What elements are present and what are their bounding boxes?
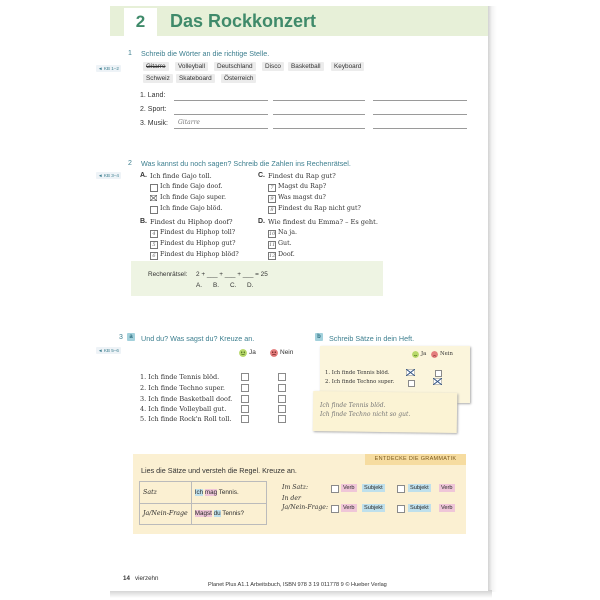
- statement-text: 1. Ich finde Tennis blöd.: [140, 373, 220, 381]
- statement-text: 2. Ich finde Techno super.: [140, 384, 225, 392]
- exercise-3-kb-ref: ◄ KB 5–6: [98, 348, 119, 353]
- option-text: Findest du Hiphop gut?: [160, 240, 236, 247]
- category-label-musik: 3. Musik:: [140, 120, 169, 127]
- exercise-3-number: 3: [119, 334, 123, 341]
- checkbox-nein[interactable]: [278, 395, 286, 403]
- checkbox-ja[interactable]: [241, 373, 249, 381]
- note-nein-label: Nein: [440, 351, 453, 357]
- category-label-sport: 2. Sport:: [140, 106, 167, 113]
- cross-mark-icon[interactable]: [150, 195, 157, 201]
- statement-text: 3. Ich finde Basketball doof.: [140, 395, 233, 403]
- cross-mark-icon: [433, 378, 442, 385]
- page-number: 14: [123, 575, 130, 582]
- rule-checkbox[interactable]: [397, 505, 405, 513]
- checkbox-nein[interactable]: [278, 384, 286, 392]
- option-text: Findest du Hiphop blöd?: [160, 251, 239, 258]
- answer-line[interactable]: [273, 128, 365, 129]
- tag-subjekt: Subjekt: [364, 485, 383, 491]
- smiley-happy-icon: [239, 349, 247, 357]
- rule-label-in-der: In der: [282, 495, 301, 502]
- number-box[interactable]: 6: [150, 252, 158, 260]
- word-chip: Basketball: [288, 62, 324, 71]
- word-chip: Gitarre: [143, 62, 169, 71]
- riddle-box: [131, 261, 383, 296]
- riddle-letter-c: C.: [230, 282, 237, 289]
- number-box[interactable]: 7: [268, 184, 276, 192]
- exercise-2-number: 2: [128, 160, 132, 167]
- option-text: Findest du Hiphop toll?: [160, 229, 236, 236]
- option-text: Na ja.: [278, 229, 297, 236]
- checkbox-nein[interactable]: [278, 405, 286, 413]
- exercise-3b-instruction: Schreib Sätze in dein Heft.: [329, 334, 415, 343]
- statement-text: 5. Ich finde Rock'n Roll toll.: [140, 415, 232, 423]
- table-row: [140, 482, 267, 504]
- row-label: Ja/Nein-Frage: [140, 503, 192, 525]
- group-a-letter: A.: [140, 172, 147, 179]
- group-b-question: Findest du Hiphop doof?: [150, 218, 233, 226]
- exercise-2-kb-ref: ◄ KB 3–4: [98, 173, 119, 178]
- grammar-instruction: Lies die Sätze und versteh die Regel. Kreuze an.: [141, 466, 297, 475]
- answer-line[interactable]: [174, 114, 268, 115]
- chapter-title: Das Rockkonzert: [170, 11, 317, 31]
- exercise-1-kb-ref: ◄ KB 1–2: [98, 66, 119, 71]
- kb-ref-text: KB 5–6: [103, 348, 119, 353]
- subtask-a-badge: a: [127, 333, 135, 341]
- option-text: Findest du Rap nicht gut?: [278, 205, 361, 212]
- nein-label: Nein: [280, 349, 294, 356]
- checkbox-nein[interactable]: [278, 415, 286, 423]
- answer-line[interactable]: [373, 100, 467, 101]
- word-chip: Volleyball: [175, 62, 208, 71]
- answer-line[interactable]: [174, 100, 268, 101]
- word-verb: Magst: [194, 510, 212, 518]
- group-a-question: Ich finde Gajo toll.: [150, 172, 212, 180]
- checkbox-nein[interactable]: [278, 373, 286, 381]
- tag-verb: Verb: [343, 485, 355, 491]
- word-verb: mag: [204, 488, 218, 496]
- sentence-cell: [191, 503, 266, 525]
- workbook-page: [98, 6, 488, 591]
- option-text: Gut.: [278, 240, 292, 247]
- page-shadow-right: [487, 6, 497, 592]
- grammar-tag: ENTDECKE DIE GRAMMATIK: [365, 454, 466, 465]
- number-box[interactable]: 12: [269, 253, 276, 259]
- riddle-letter-a: A.: [196, 282, 203, 289]
- note-ja-label: Ja: [421, 351, 427, 357]
- group-b-letter: B.: [140, 218, 147, 225]
- exercise-3a-instruction: Und du? Was sagst du? Kreuze an.: [141, 334, 255, 343]
- answer-line[interactable]: [273, 100, 365, 101]
- note-checkbox: [435, 370, 442, 377]
- note-checkbox: [408, 380, 415, 387]
- answer-line[interactable]: [273, 114, 365, 115]
- word-chip: Disco: [262, 62, 284, 71]
- ja-label: Ja: [249, 349, 256, 356]
- option-text: Ich finde Gajo doof.: [160, 183, 223, 190]
- sentence-table: [139, 481, 267, 525]
- cross-mark-icon: [406, 369, 415, 376]
- exercise-2-instruction: Was kannst du noch sagen? Schreib die Zahlen ins Rechenrätsel.: [141, 159, 351, 168]
- smiley-sad-icon: [431, 351, 438, 358]
- option-text: Doof.: [278, 251, 295, 258]
- word-chip: Schweiz: [143, 74, 173, 83]
- exercise-1-number: 1: [128, 50, 132, 57]
- checkbox-ja[interactable]: [241, 405, 249, 413]
- number-box[interactable]: 9: [268, 195, 276, 203]
- number-box[interactable]: 4: [150, 230, 158, 238]
- exercise-1-instruction: Schreib die Wörter an die richtige Stelle.: [141, 49, 270, 58]
- word-subject: du: [213, 510, 221, 518]
- chapter-number: 2: [124, 8, 157, 38]
- handwritten-line: Ich finde Tennis blöd.: [320, 402, 386, 409]
- riddle-letter-b: B.: [213, 282, 220, 289]
- statement-text: 4. Ich finde Volleyball gut.: [140, 405, 227, 413]
- page-shadow-bottom: [110, 590, 492, 598]
- number-box[interactable]: [150, 184, 158, 192]
- smiley-happy-icon: [412, 351, 419, 358]
- option-text: Ich finde Gajo super.: [160, 194, 226, 201]
- rule-checkbox[interactable]: [397, 485, 405, 493]
- number-box[interactable]: 11: [269, 242, 276, 248]
- group-d-question: Wie findest du Emma? – Es geht.: [268, 218, 378, 226]
- word-chip: Keyboard: [331, 62, 364, 71]
- word-chip: Österreich: [221, 74, 256, 83]
- note-statement: 2. Ich finde Techno super.: [325, 379, 395, 385]
- riddle-letter-d: D.: [247, 282, 254, 289]
- handwritten-line: Ich finde Techno nicht so gut.: [320, 411, 411, 418]
- table-row: [140, 503, 267, 525]
- sentence-cell: [191, 482, 266, 504]
- answer-line[interactable]: [373, 128, 467, 129]
- row-label: Satz: [140, 482, 192, 504]
- kb-ref-text: KB 3–4: [103, 173, 119, 178]
- note-statement: 1. Ich finde Tennis blöd.: [325, 370, 390, 376]
- riddle-equation[interactable]: 2 + ___ + ___ + ___ = 25: [196, 271, 268, 278]
- tag-subjekt: Subjekt: [410, 485, 429, 491]
- answer-line[interactable]: [174, 128, 268, 129]
- word-chip: Skateboard: [176, 74, 215, 83]
- number-box[interactable]: 8: [268, 206, 276, 214]
- kb-ref-text: KB 1–2: [103, 66, 119, 71]
- checkbox-ja[interactable]: [241, 415, 249, 423]
- number-box[interactable]: 5: [150, 241, 158, 249]
- tag-verb: Verb: [441, 485, 453, 491]
- word-chip: Deutschland: [214, 62, 256, 71]
- subtask-b-badge: b: [315, 333, 323, 341]
- tag-subjekt: Subjekt: [364, 505, 383, 511]
- riddle-label: Rechenrätsel:: [148, 271, 188, 278]
- group-c-letter: C.: [258, 172, 265, 179]
- checkbox-ja[interactable]: [241, 384, 249, 392]
- page-number-word: vierzehn: [135, 575, 159, 582]
- option-text: Ich finde Gajo blöd.: [160, 205, 223, 212]
- tag-verb: Verb: [343, 505, 355, 511]
- word-object: Tennis?: [222, 510, 245, 518]
- group-d-letter: D.: [258, 218, 265, 225]
- imprint: Planet Plus A1.1 Arbeitsbuch, ISBN 978 3 19 011778 9 © Hueber Verlag: [208, 582, 387, 588]
- number-box[interactable]: [150, 206, 158, 214]
- handwritten-answer: Gitarre: [178, 119, 200, 126]
- rule-checkbox[interactable]: [331, 505, 339, 513]
- tag-subjekt: Subjekt: [410, 505, 429, 511]
- rule-label-satz: Im Satz:: [282, 484, 309, 491]
- smiley-sad-icon: [270, 349, 278, 357]
- rule-label-frage: Ja/Nein-Frage:: [282, 504, 329, 511]
- group-c-question: Findest du Rap gut?: [268, 172, 336, 180]
- number-box[interactable]: 10: [269, 231, 276, 237]
- word-object: Tennis.: [218, 488, 239, 496]
- category-label-land: 1. Land:: [140, 92, 166, 99]
- checkbox-ja[interactable]: [241, 395, 249, 403]
- tag-verb: Verb: [441, 505, 453, 511]
- word-subject: Ich: [194, 488, 204, 496]
- rule-checkbox[interactable]: [331, 485, 339, 493]
- answer-line[interactable]: [373, 114, 467, 115]
- option-text: Was magst du?: [278, 194, 326, 201]
- option-text: Magst du Rap?: [278, 183, 327, 190]
